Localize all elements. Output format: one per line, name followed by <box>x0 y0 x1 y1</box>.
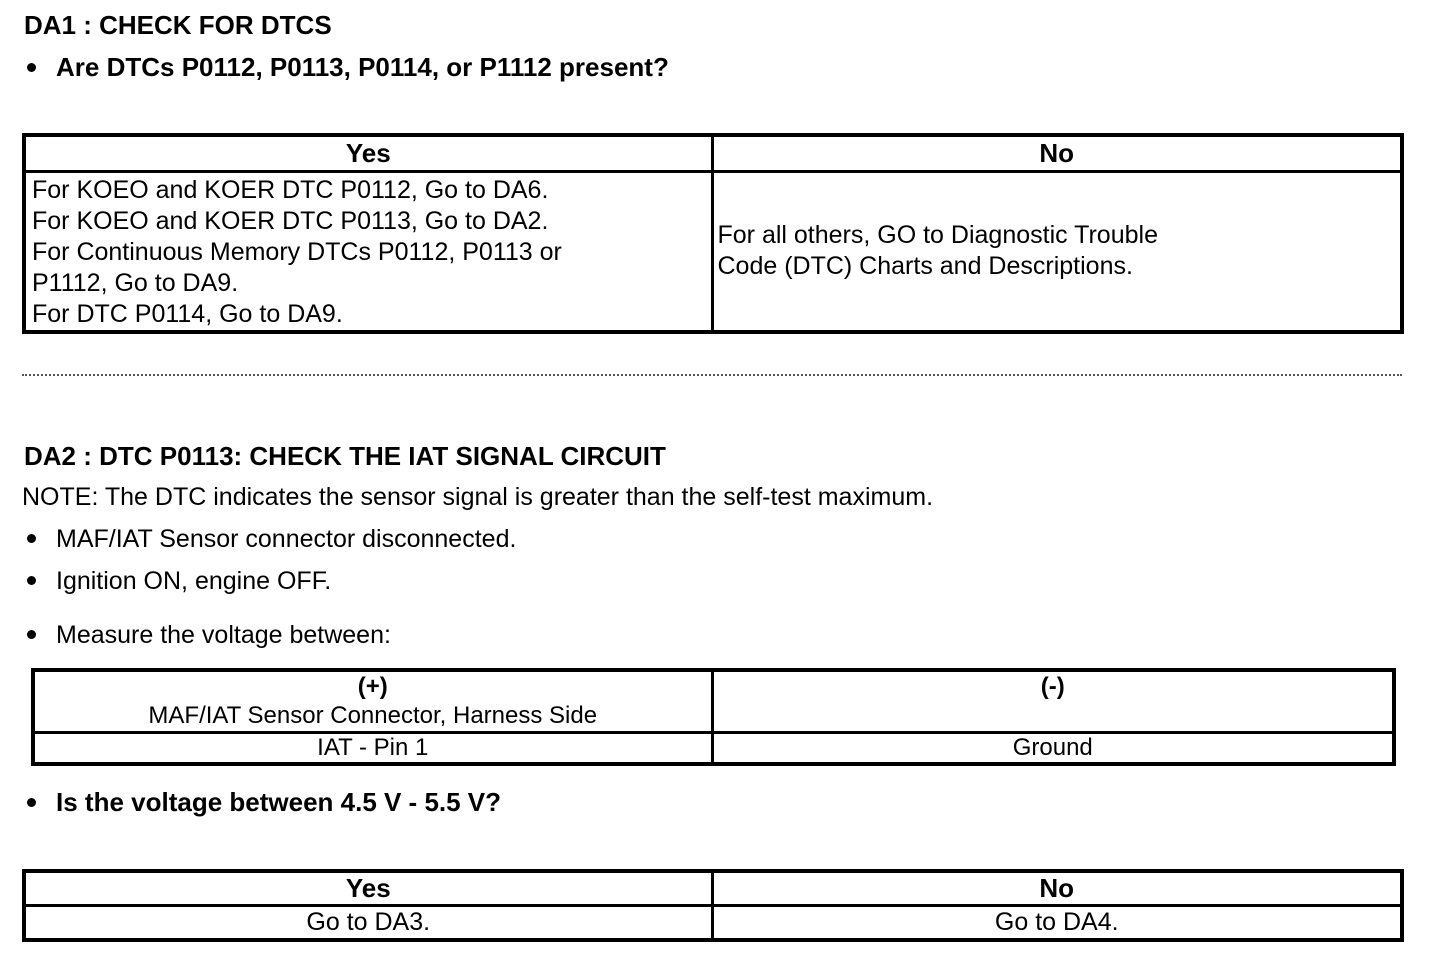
da2-no-value: Go to DA4. <box>712 906 1402 940</box>
da2-no-header: No <box>712 871 1402 906</box>
da2-bullet <box>22 524 516 554</box>
measure-minus-header: (-) <box>712 670 1394 732</box>
da1-result-table <box>22 133 1404 334</box>
da1-heading: DA1 : CHECK FOR DTCS <box>24 10 332 40</box>
da2-heading: DA2 : DTC P0113: CHECK THE IAT SIGNAL CIRCUIT <box>24 441 666 471</box>
da2-bullet <box>22 620 391 650</box>
da1-yes-header: Yes <box>24 135 712 171</box>
da2-bullet <box>22 566 331 596</box>
measure-minus-value: Ground <box>712 732 1394 764</box>
bullet-icon <box>27 798 36 807</box>
da2-result-table <box>22 869 1404 942</box>
da2-measure-table <box>31 668 1396 766</box>
measure-plus-value: IAT - Pin 1 <box>33 732 712 764</box>
measure-plus-header-cell <box>33 670 712 732</box>
bullet-icon <box>27 534 36 543</box>
da1-no-cell <box>712 171 1402 332</box>
da2-question <box>22 787 501 817</box>
da1-question-text: Are DTCs P0112, P0113, P0114, or P1112 present? <box>56 52 669 82</box>
measure-plus-header: (+) <box>357 673 388 700</box>
da2-note: NOTE: The DTC indicates the sensor signal is greater than the self-test maximum. <box>22 483 934 511</box>
da2-question-text: Is the voltage between 4.5 V - 5.5 V? <box>56 787 502 817</box>
da2-yes-value: Go to DA3. <box>24 906 712 940</box>
bullet-icon <box>27 63 36 72</box>
da1-no-line: Code (DTC) Charts and Descriptions. <box>717 252 1133 280</box>
da1-yes-line: For KOEO and KOER DTC P0113, Go to DA2. <box>32 206 549 235</box>
da1-yes-line: For Continuous Memory DTCs P0112, P0113 or <box>32 237 562 266</box>
da1-no-header: No <box>712 135 1402 171</box>
da1-yes-line: For DTC P0114, Go to DA9. <box>32 299 343 328</box>
da2-bullet-text: Measure the voltage between: <box>56 621 391 649</box>
da2-bullet-text: Ignition ON, engine OFF. <box>56 567 332 595</box>
da1-yes-line: For KOEO and KOER DTC P0112, Go to DA6. <box>32 175 549 204</box>
da1-question <box>22 52 669 82</box>
da1-yes-line: P1112, Go to DA9. <box>32 268 239 297</box>
section-divider <box>22 374 1402 376</box>
da2-bullet-text: MAF/IAT Sensor connector disconnected. <box>56 525 517 553</box>
da1-no-line: For all others, GO to Diagnostic Trouble <box>717 221 1158 249</box>
measure-plus-subheader: MAF/IAT Sensor Connector, Harness Side <box>148 702 598 729</box>
da2-yes-header: Yes <box>24 871 712 906</box>
da1-yes-cell <box>24 171 712 332</box>
bullet-icon <box>27 576 36 585</box>
bullet-icon <box>27 630 36 639</box>
